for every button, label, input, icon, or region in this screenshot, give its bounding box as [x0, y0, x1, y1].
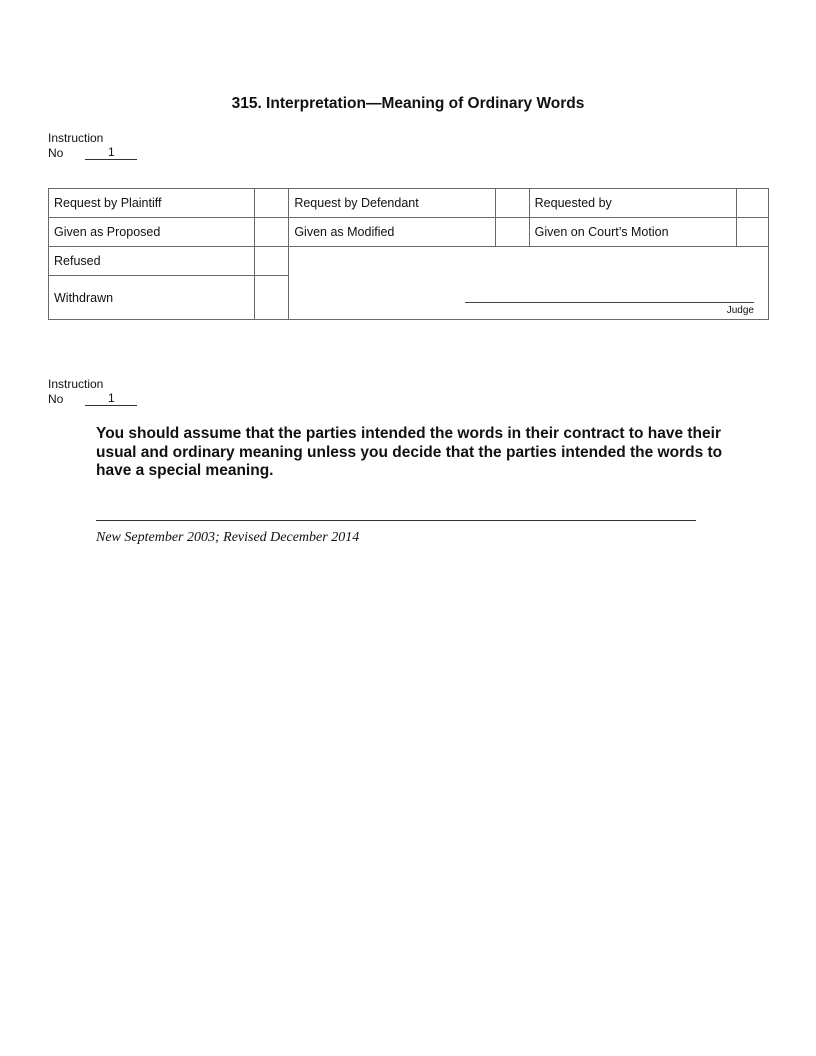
given-on-courts-motion-checkbox[interactable]: [736, 218, 768, 247]
request-disposition-table: [48, 188, 769, 320]
instruction-number-block: [48, 131, 137, 160]
requested-by-checkbox[interactable]: [736, 189, 768, 218]
refused-checkbox[interactable]: [255, 247, 289, 276]
request-by-defendant-label: Request by Defendant: [289, 189, 495, 218]
instruction-number-field[interactable]: 1: [85, 391, 137, 406]
instruction-no-label: No: [48, 146, 64, 160]
instruction-label: Instruction: [48, 131, 104, 145]
given-as-modified-label: Given as Modified: [289, 218, 495, 247]
divider-line: [96, 520, 696, 521]
request-by-defendant-checkbox[interactable]: [495, 189, 529, 218]
given-as-proposed-label: Given as Proposed: [49, 218, 255, 247]
given-as-proposed-checkbox[interactable]: [255, 218, 289, 247]
request-by-plaintiff-label: Request by Plaintiff: [49, 189, 255, 218]
withdrawn-checkbox[interactable]: [255, 276, 289, 320]
instruction-label: Instruction: [48, 377, 104, 391]
history-note: New September 2003; Revised December 2014: [96, 530, 360, 545]
judge-label: Judge: [726, 305, 754, 316]
instruction-no-label: No: [48, 392, 64, 406]
given-on-courts-motion-label: Given on Court’s Motion: [529, 218, 736, 247]
request-by-plaintiff-checkbox[interactable]: [255, 189, 289, 218]
instruction-number-field[interactable]: 1: [85, 145, 137, 160]
page-title: 315. Interpretation—Meaning of Ordinary Words: [231, 95, 585, 112]
requested-by-label: Requested by: [529, 189, 736, 218]
judge-signature-area: [289, 247, 769, 320]
instruction-number-block-2: [48, 377, 137, 406]
withdrawn-label: Withdrawn: [49, 276, 255, 320]
judge-signature-line[interactable]: [465, 302, 754, 303]
refused-label: Refused: [49, 247, 255, 276]
given-as-modified-checkbox[interactable]: [495, 218, 529, 247]
instruction-text: You should assume that the parties intended the words in their contract to have their usual and ordinary meaning unless you decide that the parties intended the words to have a special meaning.: [96, 425, 723, 479]
